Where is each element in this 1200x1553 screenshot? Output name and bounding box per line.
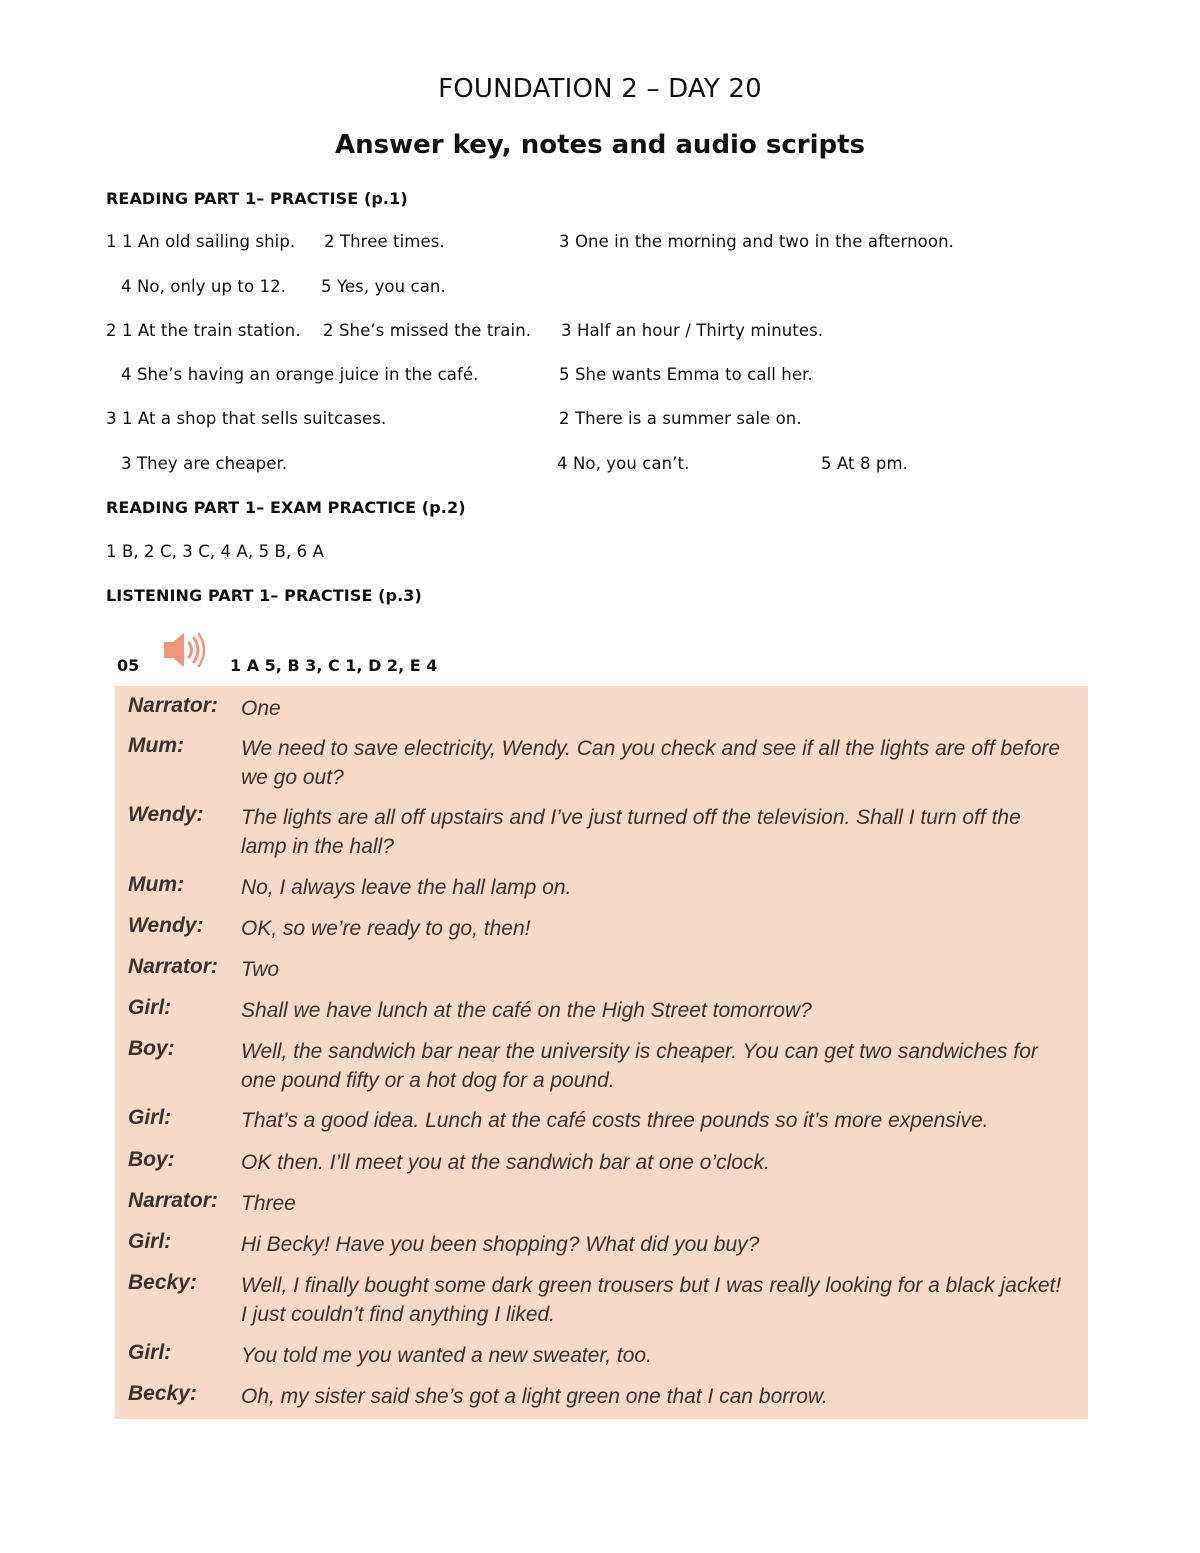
script-text: OK then. I’ll meet you at the sandwich bar at one o’clock. — [241, 1151, 770, 1174]
script-speaker: Becky: — [128, 1271, 197, 1294]
script-text: Hi Becky! Have you been shopping? What did you buy? — [241, 1233, 760, 1256]
script-text: Two — [241, 958, 280, 981]
script-speaker: Mum: — [128, 873, 184, 896]
script-text: Oh, my sister said she’s got a light green one that I can borrow. — [241, 1385, 828, 1408]
answer-2-4: 4 She’s having an orange juice in the café. — [121, 365, 479, 384]
script-speaker: Wendy: — [128, 914, 204, 937]
script-speaker: Girl: — [128, 1341, 172, 1364]
script-speaker: Narrator: — [128, 694, 218, 717]
answer-2-1: 2 1 At the train station. — [106, 321, 301, 340]
script-speaker: Girl: — [128, 996, 172, 1019]
script-speaker: Wendy: — [128, 803, 204, 826]
reading-exam-answers: 1 B, 2 C, 3 C, 4 A, 5 B, 6 A — [106, 542, 324, 561]
speaker-icon[interactable] — [160, 628, 210, 672]
answer-2-5: 5 She wants Emma to call her. — [559, 365, 813, 384]
script-speaker: Girl: — [128, 1230, 172, 1253]
audio-track-number: 05 — [117, 656, 140, 675]
script-text: You told me you wanted a new sweater, too. — [241, 1344, 652, 1367]
script-text: That’s a good idea. Lunch at the café costs three pounds so it’s more expensive. — [241, 1109, 989, 1132]
answer-1-5: 5 Yes, you can. — [321, 277, 446, 296]
answer-1-3: 3 One in the morning and two in the afternoon. — [559, 232, 954, 251]
script-speaker: Narrator: — [128, 955, 218, 978]
answer-3-2: 2 There is a summer sale on. — [559, 409, 802, 428]
script-text: One — [241, 697, 281, 720]
answer-3-4: 4 No, you can’t. — [557, 454, 690, 473]
section-heading-reading-practise: READING PART 1– PRACTISE (p.1) — [106, 189, 408, 208]
answer-2-3: 3 Half an hour / Thirty minutes. — [561, 321, 824, 340]
script-text: OK, so we’re ready to go, then! — [241, 917, 531, 940]
answer-1-1: 1 1 An old sailing ship. — [106, 232, 296, 251]
script-speaker: Becky: — [128, 1382, 197, 1405]
page-title: FOUNDATION 2 – DAY 20 — [438, 74, 762, 104]
script-text: Well, I finally bought some dark green trousers but I was really looking for a black jacket! I just couldn’t find anything I liked. — [241, 1274, 1062, 1326]
script-text: We need to save electricity, Wendy. Can you check and see if all the lights are off before we go out? — [241, 737, 1061, 789]
script-speaker: Boy: — [128, 1148, 175, 1171]
script-text: Shall we have lunch at the café on the High Street tomorrow? — [241, 999, 812, 1022]
script-text: Three — [241, 1192, 296, 1215]
script-speaker: Boy: — [128, 1037, 175, 1060]
answer-1-4: 4 No, only up to 12. — [121, 277, 287, 296]
section-heading-listening-practise: LISTENING PART 1– PRACTISE (p.3) — [106, 586, 422, 605]
answer-3-1: 3 1 At a shop that sells suitcases. — [106, 409, 387, 428]
answer-1-2: 2 Three times. — [324, 232, 445, 251]
script-speaker: Mum: — [128, 734, 184, 757]
answer-2-2: 2 She’s missed the train. — [323, 321, 532, 340]
script-text: No, I always leave the hall lamp on. — [241, 876, 572, 899]
listening-answers: 1 A 5, B 3, C 1, D 2, E 4 — [230, 656, 438, 675]
script-text: Well, the sandwich bar near the university is cheaper. You can get two sandwiches for one pound fifty or a hot dog for a pound. — [241, 1040, 1038, 1092]
page-subtitle: Answer key, notes and audio scripts — [334, 130, 866, 160]
script-speaker: Narrator: — [128, 1189, 218, 1212]
script-text: The lights are all off upstairs and I’ve just turned off the television. Shall I turn off the lamp in the hall? — [241, 806, 1021, 858]
section-heading-reading-exam: READING PART 1– EXAM PRACTICE (p.2) — [106, 498, 466, 517]
answer-3-5: 5 At 8 pm. — [821, 454, 908, 473]
audio-script-box — [115, 686, 1088, 1419]
script-speaker: Girl: — [128, 1106, 172, 1129]
answer-3-3: 3 They are cheaper. — [121, 454, 288, 473]
